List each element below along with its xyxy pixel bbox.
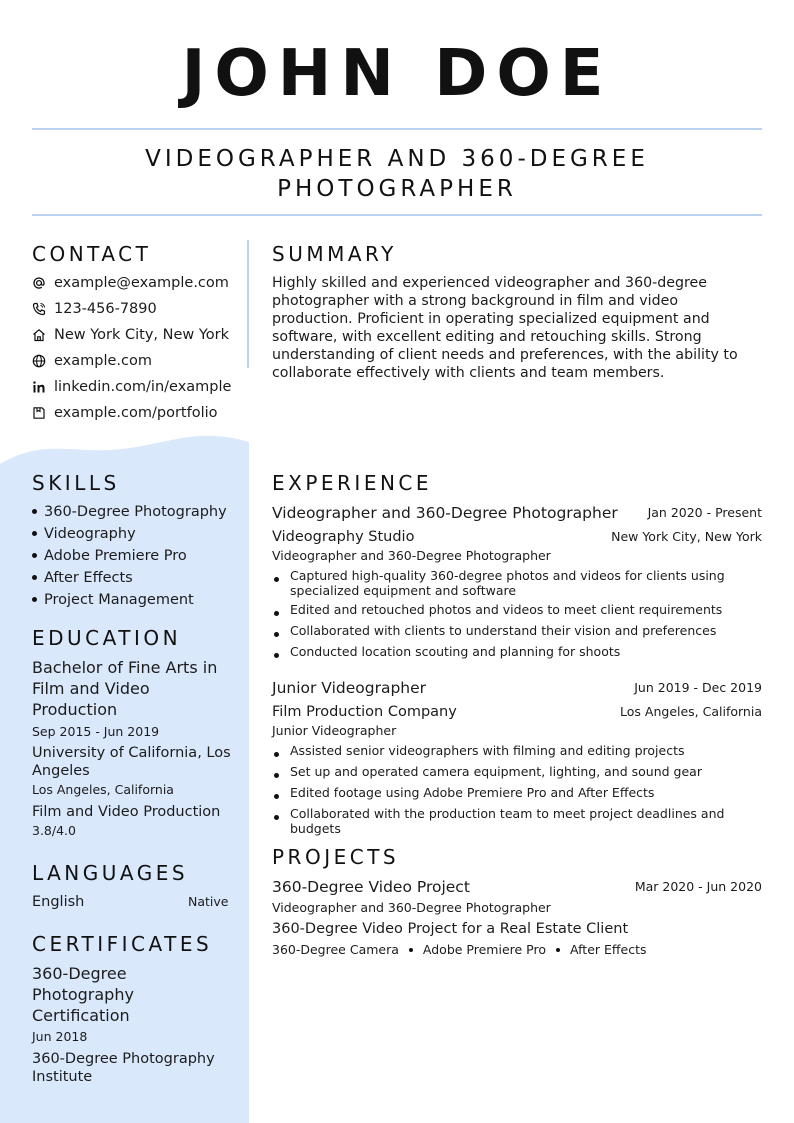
certificate-date: Jun 2018 <box>32 1029 88 1044</box>
project-tags <box>272 942 646 958</box>
skills-title: SKILLS <box>32 471 120 495</box>
certificates-title: CERTIFICATES <box>32 932 213 956</box>
job-role: Junior Videographer <box>272 723 397 738</box>
experience-title: EXPERIENCE <box>272 471 433 495</box>
project-tag: After Effects <box>570 942 647 957</box>
job-role: Videographer and 360-Degree Photographer <box>272 548 551 563</box>
bullet-dot <box>32 597 37 602</box>
bullet-dot <box>274 632 279 637</box>
certificate-name: 360-Degree Photography Certification <box>32 964 134 1025</box>
job-bullet: Set up and operated camera equipment, lighting, and sound gear <box>290 764 702 779</box>
candidate-name: JOHN DOE <box>181 37 613 111</box>
job-bullet: Captured high-quality 360-degree photos and videos for clients using specialized equipment and software <box>290 568 725 598</box>
project-title: 360-Degree Video Project <box>272 878 470 896</box>
projects-title: PROJECTS <box>272 845 400 869</box>
job-company: Videography Studio <box>272 529 415 545</box>
job-dates: Jan 2020 - Present <box>647 505 762 520</box>
portfolio-icon <box>32 406 46 420</box>
contact-location: New York City, New York <box>32 326 229 344</box>
project-tag: Adobe Premiere Pro <box>422 942 546 957</box>
project-tag: 360-Degree Camera <box>272 942 399 957</box>
project-subtitle: 360-Degree Video Project for a Real Estate Client <box>272 921 629 937</box>
home-icon <box>32 328 46 342</box>
column-divider <box>247 240 249 368</box>
bullet-dot <box>274 794 279 799</box>
job-company: Film Production Company <box>272 704 457 720</box>
education-degree: Bachelor of Fine Arts in Film and Video Production <box>32 658 218 719</box>
bullet-dot <box>32 553 37 558</box>
linkedin-icon <box>32 380 46 394</box>
contact-linkedin[interactable]: linkedin.com/in/example <box>32 378 231 396</box>
contact-email[interactable]: example@example.com <box>32 274 229 292</box>
divider-bottom <box>32 214 762 216</box>
skill-item: Videography <box>32 525 136 543</box>
headline: VIDEOGRAPHER AND 360-DEGREE PHOTOGRAPHER <box>145 146 649 202</box>
job-bullet: Conducted location scouting and planning for shoots <box>290 644 621 659</box>
education-dates: Sep 2015 - Jun 2019 <box>32 724 160 739</box>
summary-text: Highly skilled and experienced videographer and 360-degree photographer with a strong background in film and video production. Proficient in operating specialized equipment and software, with excellent editing and retouching skills. Strong understanding of client needs and preferences, with the ability to collaborate effectively with clients and team members. <box>272 275 738 381</box>
certificate-issuer: 360-Degree Photography Institute <box>32 1051 215 1085</box>
education-title: EDUCATION <box>32 626 182 650</box>
job-bullet: Edited and retouched photos and videos to meet client requirements <box>290 602 723 617</box>
language-level: Native <box>188 894 229 909</box>
tag-separator <box>409 948 413 952</box>
education-school: University of California, Los Angeles <box>32 745 231 779</box>
job-bullet: Collaborated with clients to understand their vision and preferences <box>290 623 717 638</box>
bullet-dot <box>274 773 279 778</box>
education-field: Film and Video Production <box>32 804 221 820</box>
globe-icon <box>32 354 46 368</box>
tag-separator <box>556 948 560 952</box>
job-location: Los Angeles, California <box>620 704 762 719</box>
contact-phone[interactable]: 123-456-7890 <box>32 300 157 318</box>
job-dates: Jun 2019 - Dec 2019 <box>634 680 762 695</box>
bullet-dot <box>274 815 279 820</box>
summary-title: SUMMARY <box>272 242 397 266</box>
education-gpa: 3.8/4.0 <box>32 823 76 838</box>
bullet-dot <box>274 653 279 658</box>
contact-website[interactable]: example.com <box>32 352 152 370</box>
skill-item: 360-Degree Photography <box>32 503 227 521</box>
contact-portfolio[interactable]: example.com/portfolio <box>32 404 218 422</box>
job-bullet: Edited footage using Adobe Premiere Pro and After Effects <box>290 785 655 800</box>
job-bullet: Assisted senior videographers with filming and editing projects <box>290 743 685 758</box>
bullet-dot <box>274 611 279 616</box>
bullet-dot <box>32 509 37 514</box>
job-title: Junior Videographer <box>272 679 427 697</box>
divider-top <box>32 128 762 130</box>
job-location: New York City, New York <box>611 529 762 544</box>
bullet-dot <box>274 577 279 582</box>
education-location: Los Angeles, California <box>32 782 174 797</box>
contact-title: CONTACT <box>32 242 152 266</box>
bullet-dot <box>274 752 279 757</box>
bullet-dot <box>32 531 37 536</box>
project-role: Videographer and 360-Degree Photographer <box>272 900 551 915</box>
languages-title: LANGUAGES <box>32 861 189 885</box>
at-icon <box>32 276 46 290</box>
skill-item: Project Management <box>32 591 194 609</box>
job-title: Videographer and 360-Degree Photographer <box>272 504 618 522</box>
project-dates: Mar 2020 - Jun 2020 <box>634 879 762 894</box>
language-name: English <box>32 894 85 910</box>
phone-icon <box>32 302 46 316</box>
skill-item: Adobe Premiere Pro <box>32 547 187 565</box>
bullet-dot <box>32 575 37 580</box>
skill-item: After Effects <box>32 569 133 587</box>
job-bullet: Collaborated with the production team to meet project deadlines and budgets <box>290 806 725 836</box>
